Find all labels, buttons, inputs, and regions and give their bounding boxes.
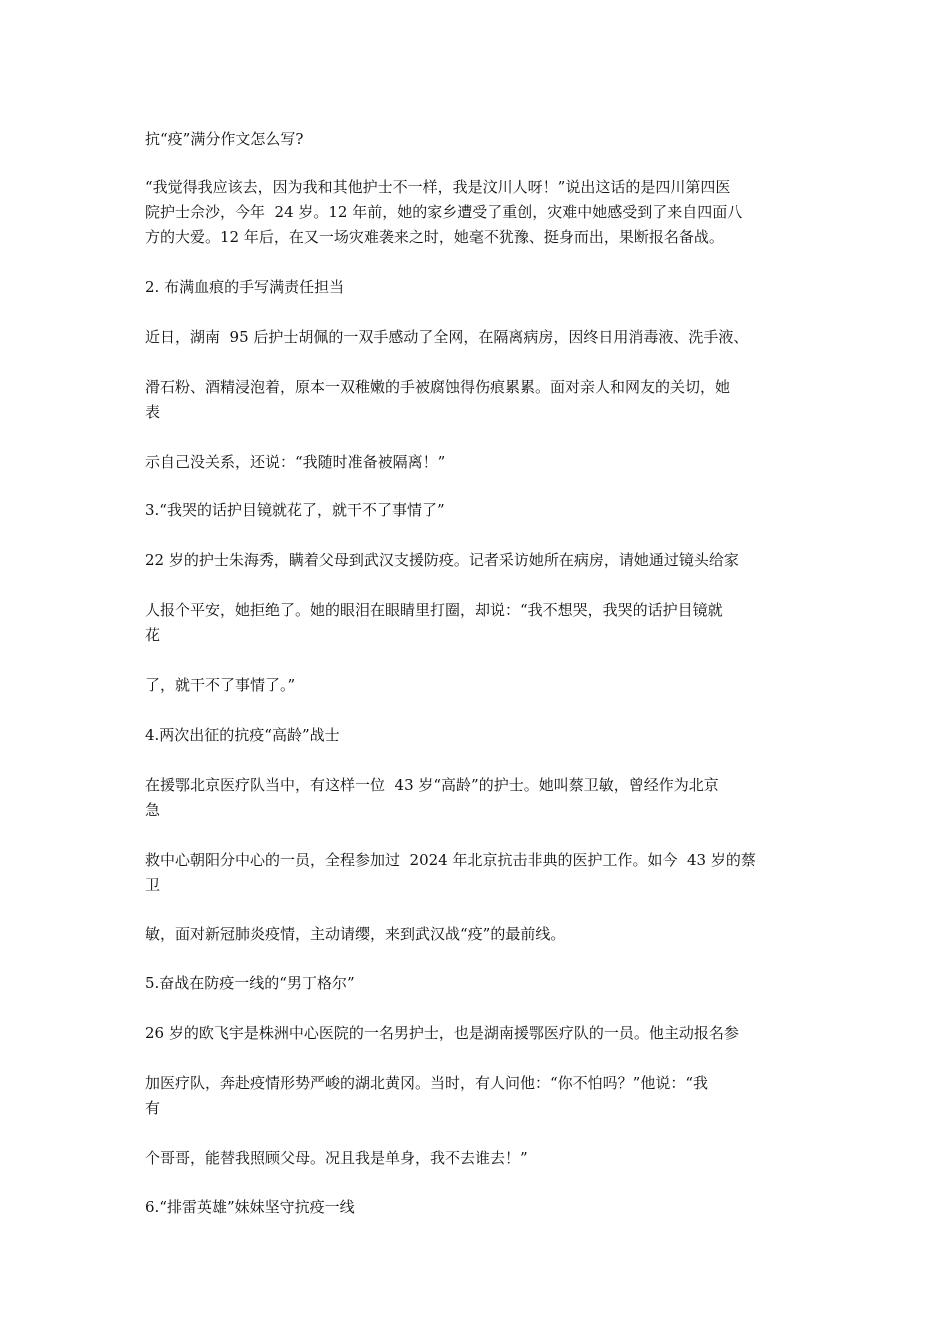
- paragraph-3a: 22 岁的护士朱海秀，瞒着父母到武汉支援防疫。记者采访她所在病房，请她通过镜头给家: [145, 551, 739, 569]
- paragraph-5a: 26 岁的欧飞宇是株洲中心医院的一名男护士，也是湖南援鄂医疗队的一员。他主动报名参: [145, 1024, 739, 1042]
- section-heading-4: 4.两次出征的抗疫“高龄”战士: [145, 726, 340, 744]
- paragraph-4c: 敏，面对新冠肺炎疫情，主动请缨，来到武汉战“疫”的最前线。: [145, 925, 566, 943]
- section-heading-3: 3.“我哭的话护目镜就花了，就干不了事情了”: [145, 501, 445, 519]
- paragraph-4b: 救中心朝阳分中心的一员，全程参加过 2024 年北京抗击非典的医护工作。如今 43 岁的蔡 卫: [145, 851, 756, 894]
- paragraph-3b: 人报个平安，她拒绝了。她的眼泪在眼睛里打圈，却说：“我不想哭，我哭的话护目镜就 花: [145, 601, 723, 644]
- paragraph-2c: 示自己没关系，还说：“我随时准备被隔离！”: [145, 453, 446, 471]
- document-title: 抗“疫”满分作文怎么写?: [145, 130, 304, 148]
- paragraph-4a: 在援鄂北京医疗队当中，有这样一位 43 岁“高龄”的护士。她叫蔡卫敏，曾经作为北京 急: [145, 776, 719, 819]
- paragraph-1: “我觉得我应该去，因为我和其他护士不一样，我是汶川人呀！”说出这话的是四川第四医 院护士佘沙，今年 24 岁。12 年前，她的家乡遭受了重创，灾难中她感受到了来自四面八 方的大爱。12 年后，在又一场灾难袭来之时，她毫不犹豫、挺身而出，果断报名备战。: [145, 178, 743, 246]
- paragraph-2a: 近日，湖南 95 后护士胡佩的一双手感动了全网，在隔离病房，因终日用消毒液、洗手液、: [145, 328, 749, 346]
- section-heading-6: 6.“排雷英雄”妹妹坚守抗疫一线: [145, 1198, 355, 1216]
- section-heading-5: 5.奋战在防疫一线的“男丁格尔”: [145, 974, 355, 992]
- paragraph-5c: 个哥哥，能替我照顾父母。况且我是单身，我不去谁去！”: [145, 1149, 528, 1167]
- paragraph-2b: 滑石粉、酒精浸泡着，原本一双稚嫩的手被腐蚀得伤痕累累。面对亲人和网友的关切，她 表: [145, 378, 731, 421]
- paragraph-3c: 了，就干不了事情了。”: [145, 676, 296, 694]
- section-heading-2: 2. 布满血痕的手写满责任担当: [145, 278, 345, 296]
- paragraph-5b: 加医疗队，奔赴疫情形势严峻的湖北黄冈。当时，有人问他：“你不怕吗？”他说：“我 有: [145, 1074, 709, 1117]
